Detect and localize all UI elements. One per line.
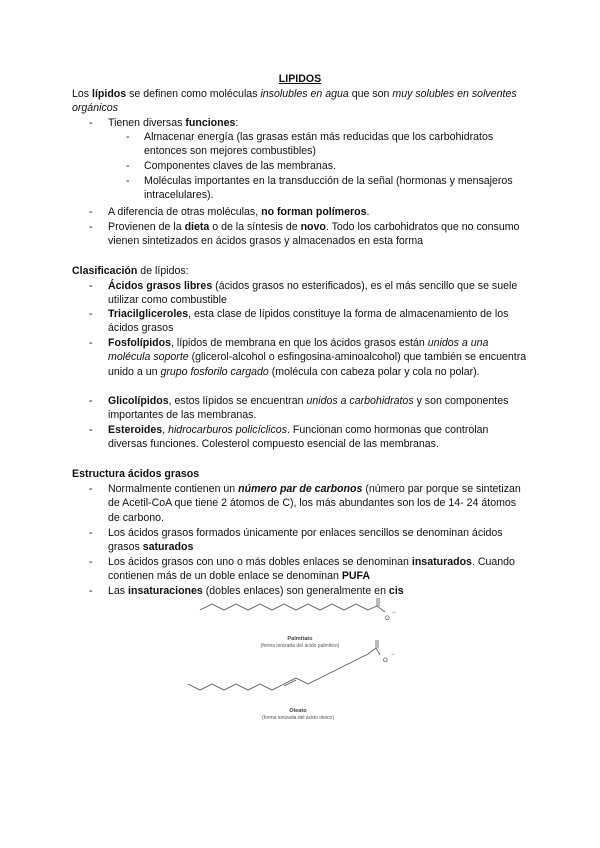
list-item-esteroides [108, 423, 528, 452]
intro-solubles: muy solubles en solventes orgánicos [72, 88, 517, 115]
list-item-funciones [108, 116, 528, 130]
bullet-dash: - [89, 280, 93, 292]
list-item-numero-par [108, 482, 528, 525]
section-heading-estructura [72, 467, 199, 481]
bullet-dash: - [89, 221, 93, 233]
bullet-dash: - [89, 483, 93, 495]
list-item-glicolipidos [108, 394, 528, 423]
gluco-text-1: , estos lípidos se encuentran [168, 395, 307, 407]
list-item-triacilgliceroles [108, 307, 528, 336]
sub-item-membranas: Componentes claves de las membranas. [144, 160, 336, 172]
section-heading-clasificacion [72, 264, 189, 278]
ester-italic: hidrocarburos policíclicos [168, 424, 287, 436]
oleate-label: Oleato [289, 708, 307, 714]
s3-bold-2: PUFA [341, 570, 371, 583]
bullet-dash: - [89, 308, 93, 320]
intro-text-2: se definen como moléculas [126, 88, 261, 100]
palmitate-label: Palmitato [287, 636, 313, 642]
bullet-dash: - [126, 160, 130, 172]
oleate-chain [188, 648, 380, 690]
bullet-dash: - [89, 424, 93, 436]
oleate-caption: (forma ionizada del ácido oleico) [262, 715, 334, 721]
clasificacion-rest: de lípidos: [137, 265, 189, 277]
s1-bold-italic: número par de carbonos [238, 483, 363, 495]
list-item-insaturados [108, 555, 528, 584]
gluco-bold: Glicolípidos [108, 395, 169, 407]
intro-lipidos: lípidos [92, 88, 127, 100]
agl-bold: Ácidos grasos libres [108, 280, 213, 292]
s4-text-2: (dobles enlaces) son generalmente en [202, 585, 389, 597]
bullet-dash: - [126, 131, 130, 143]
funciones-colon: : [235, 117, 239, 129]
s4-bold: insaturaciones [128, 585, 203, 597]
s1-text-2: (número par porque se sintetizan de Acetil-CoA que tiene 2 átomos de C), los más abundantes son los de 14- 24 átomos de carbono. [108, 483, 521, 524]
polimeros-bold: no forman polímeros [261, 206, 367, 218]
list-item-cis [108, 584, 528, 598]
bullet-dash: - [89, 206, 93, 218]
dieta-text-2: o de la síntesis de [209, 221, 301, 233]
dieta-text-1: Provienen de la [108, 221, 185, 233]
gluco-italic: unidos a carbohidratos [306, 395, 414, 407]
bullet-dash: - [89, 395, 93, 407]
list-item-fosfolipidos [108, 336, 528, 379]
s1-text-1: Normalmente contienen un [108, 483, 239, 495]
ester-text-1: , [162, 424, 169, 436]
clasificacion-bold: Clasificación [72, 265, 138, 277]
list-item-agl [108, 279, 528, 308]
dieta-text-3: . Todo los carbohidratos que no consumo vienen sintetizados en ácidos grasos y almacenados en esta forma [108, 221, 520, 248]
list-item-dieta [108, 220, 528, 249]
s3-bold: insaturados [411, 556, 472, 568]
s4-bold-2: cis [388, 585, 404, 597]
s2-bold: saturados [142, 541, 194, 554]
fosfo-italic-2: grupo fosforilo cargado [160, 365, 269, 378]
page-title: LIPIDOS [278, 73, 322, 85]
sub-item-senal: Moléculas importantes en la transducción de la señal (hormonas y mensajeros intracelulares). [144, 175, 513, 202]
fosfo-text-1: , lípidos de membrana en que los ácidos grasos están [170, 337, 428, 349]
estructura-bold: Estructura ácidos grasos [72, 468, 200, 480]
oleate-oxygen: O [383, 658, 388, 664]
fosfo-text-2: (glicerol-alcohol o esfingosina-aminoalcohol) que también se encuentra unido a un [108, 351, 527, 378]
fosfo-bold: Fosfolípidos [108, 337, 171, 349]
funciones-bold: funciones [185, 117, 236, 129]
palmitate-oxygen: O [385, 616, 390, 622]
intro-paragraph [72, 87, 532, 116]
s3-text-2: . Cuando contienen más de un doble enlace se denominan [108, 556, 515, 583]
agl-text: (ácidos grasos no esterificados), es el más sencillo que se suele utilizar como combustible [108, 280, 518, 307]
intro-insolubles: insolubles en agua [260, 88, 349, 100]
bullet-dash: - [89, 337, 93, 349]
list-item-polimeros [108, 205, 528, 219]
intro-text-1: Los [72, 88, 93, 100]
palmitate-charge: − [392, 610, 396, 616]
bullet-dash: - [89, 117, 93, 129]
gluco-text-2: y son componentes importantes de las membranas. [108, 395, 509, 422]
fosfo-text-3: (molécula con cabeza polar y cola no polar). [268, 365, 480, 378]
s3-text-1: Los ácidos grasos con uno o más dobles enlaces se denominan [108, 556, 412, 568]
novo-bold: novo [300, 221, 326, 233]
ester-bold: Esteroides [108, 424, 163, 436]
funciones-text: Tienen diversas [108, 117, 186, 129]
palmitate-caption: (forma ionizada del ácido palmítico) [260, 643, 340, 649]
palmitate-chain [200, 604, 377, 610]
dieta-bold: dieta [184, 221, 210, 233]
intro-text-3: que son [348, 88, 393, 100]
tag-text: , esta clase de lípidos constituye la forma de almacenamiento de los ácidos grasos [108, 308, 509, 335]
polimeros-text: A diferencia de otras moléculas, [108, 206, 262, 218]
list-item-saturados [108, 526, 528, 555]
ester-text-2: . Funcionan como hormonas que controlan diversas funciones. Colesterol compuesto esencial de las membranas. [108, 424, 489, 451]
tag-bold: Triacilgliceroles [108, 308, 189, 320]
s4-text-1: Las [108, 585, 129, 597]
bullet-dash: - [89, 556, 93, 568]
polimeros-period: . [366, 206, 370, 218]
sub-item-energia: Almacenar energía (las grasas están más reducidas que los carbohidratos entonces son mejores combustibles) [144, 131, 494, 158]
oleate-charge: − [391, 652, 395, 658]
bullet-dash: - [126, 175, 130, 187]
fosfo-italic-1: unidos a una molécula soporte [108, 337, 489, 364]
bullet-dash: - [89, 527, 93, 539]
s2-text: Los ácidos grasos formados únicamente por enlaces sencillos se denominan ácidos grasos [108, 527, 503, 554]
fatty-acid-structures-figure [180, 598, 420, 728]
bullet-dash: - [89, 585, 93, 597]
